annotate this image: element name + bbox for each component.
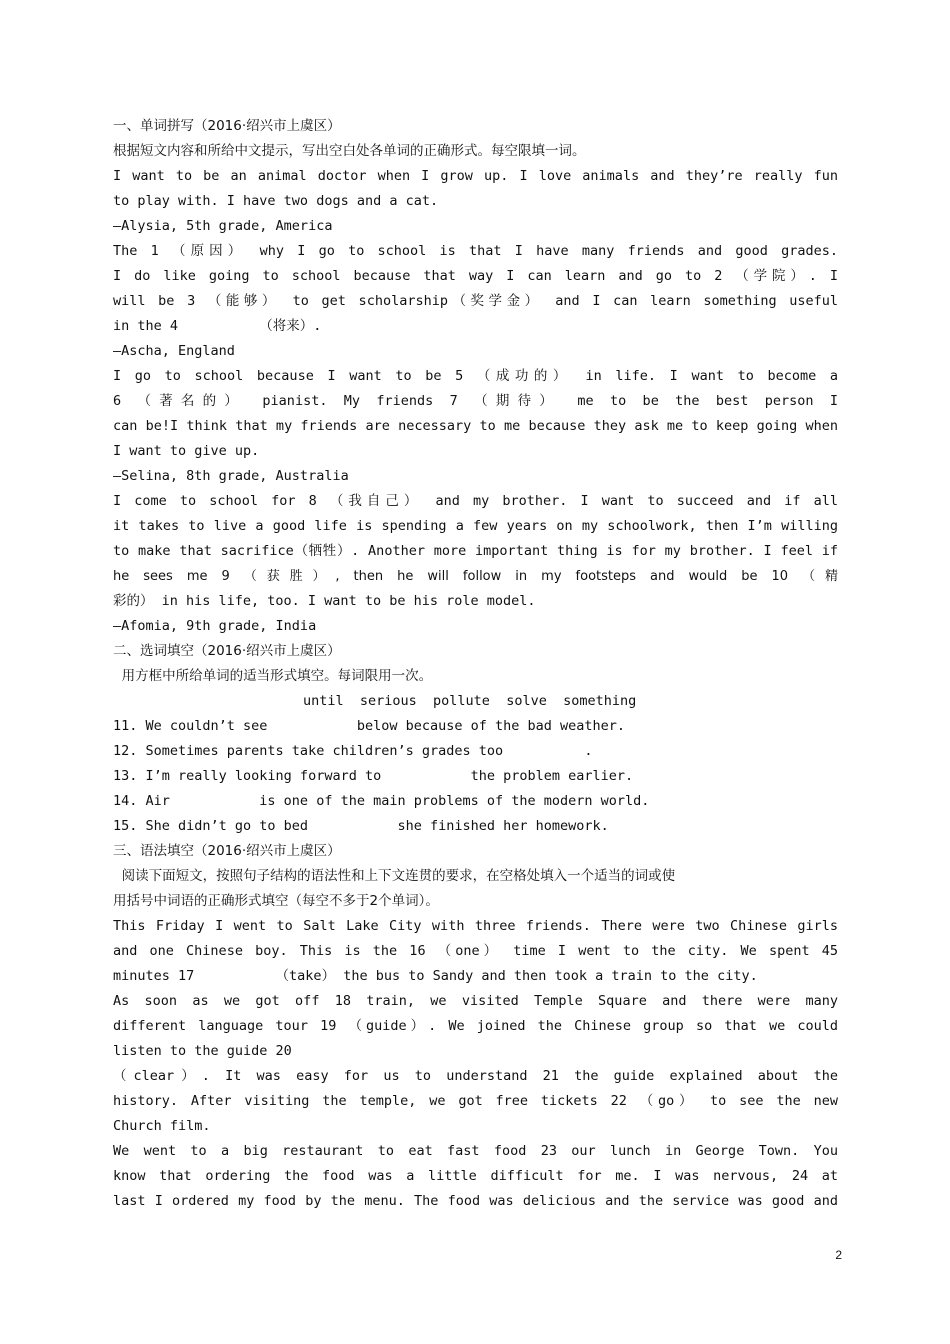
passage-line: will be 3 （能够） to get scholarship（奖学金） and I can learn something useful [113,293,838,309]
section-3-instruction: 用括号中词语的正确形式填空（每空不多于2个单词）。 [113,893,439,909]
passage-line: I want to give up. [113,443,260,459]
author-line: —Ascha, England [113,343,235,359]
passage-line: to make that sacrifice（牺牲）. Another more important thing is for my brother. I feel if [113,543,838,559]
author-line: —Afomia, 9th grade, India [113,618,317,634]
section-2-title: 二、选词填空（2016·绍兴市上虞区） [113,643,341,659]
passage-line: know that ordering the food was a little difficult for me. I was nervous, 24 at [113,1168,838,1184]
question-item: 15. She didn’t go to bed she finished her homework. [113,818,609,834]
author-line: —Alysia, 5th grade, America [113,218,333,234]
passage-line: I want to be an animal doctor when I grow up. I love animals and they’re really fun [113,168,838,184]
passage-line: I come to school for 8 （我自己） and my brother. I want to succeed and if all [113,493,838,509]
passage-line: （clear）. It was easy for us to understand 21 the guide explained about the [113,1068,838,1084]
passage-line: This Friday I went to Salt Lake City with three friends. There were two Chinese girls [113,918,838,934]
question-item: 12. Sometimes parents take children’s grades too . [113,743,593,759]
passage-line: can be!I think that my friends are necessary to me because they ask me to keep going when [113,418,838,434]
section-1-instruction: 根据短文内容和所给中文提示，写出空白处各单词的正确形式。每空限填一词。 [113,143,586,159]
passage-line: it takes to live a good life is spending a few years on my schoolwork, then I’m willing [113,518,838,534]
section-1-title: 一、单词拼写（2016·绍兴市上虞区） [113,118,341,134]
passage-line: 6 （著名的） pianist. My friends 7 （期待） me to be the best person I [113,393,838,409]
passage-line: and one Chinese boy. This is the 16 （one） time I went to the city. We spent 45 [113,943,838,959]
word-bank: until serious pollute solve something [303,693,637,709]
page-number: 2 [835,1248,842,1262]
section-2-instruction: 用方框中所给单词的适当形式填空。每词限用一次。 [113,668,433,684]
passage-line: Church film. [113,1118,211,1134]
passage-line: As soon as we got off 18 train, we visited Temple Square and there were many [113,993,838,1009]
question-item: 14. Air is one of the main problems of the modern world. [113,793,650,809]
passage-line: different language tour 19 （guide）. We joined the Chinese group so that we could [113,1018,838,1034]
passage-line: The 1 （原因） why I go to school is that I have many friends and good grades. [113,243,838,259]
passage-line: We went to a big restaurant to eat fast food 23 our lunch in George Town. You [113,1143,838,1159]
passage-line: last I ordered my food by the menu. The food was delicious and the service was good and [113,1193,838,1209]
passage-line: to play with. I have two dogs and a cat. [113,193,439,209]
passage-line: listen to the guide 20 [113,1043,292,1059]
passage-line: I do like going to school because that way I can learn and go to 2 （学院）. I [113,268,838,284]
author-line: —Selina, 8th grade, Australia [113,468,349,484]
section-3-title: 三、语法填空（2016·绍兴市上虞区） [113,843,341,859]
passage-line: I go to school because I want to be 5 （成功的） in life. I want to become a [113,368,838,384]
section-3-instruction: 阅读下面短文，按照句子结构的语法性和上下文连贯的要求，在空格处填入一个适当的词或使 [113,868,676,884]
question-item: 13. I’m really looking forward to the problem earlier. [113,768,634,784]
question-item: 11. We couldn’t see below because of the bad weather. [113,718,626,734]
passage-line: history. After visiting the temple, we got free tickets 22 （go） to see the new [113,1093,838,1109]
passage-line: 彩的） in his life, too. I want to be his role model. [113,593,536,609]
passage-line: in the 4 （将来）. [113,318,322,334]
passage-line: minutes 17 （take） the bus to Sandy and then took a train to the city. [113,968,758,984]
passage-line: he sees me 9 （获胜）, then he will follow in my footsteps and would be 10 （精 [113,569,838,584]
